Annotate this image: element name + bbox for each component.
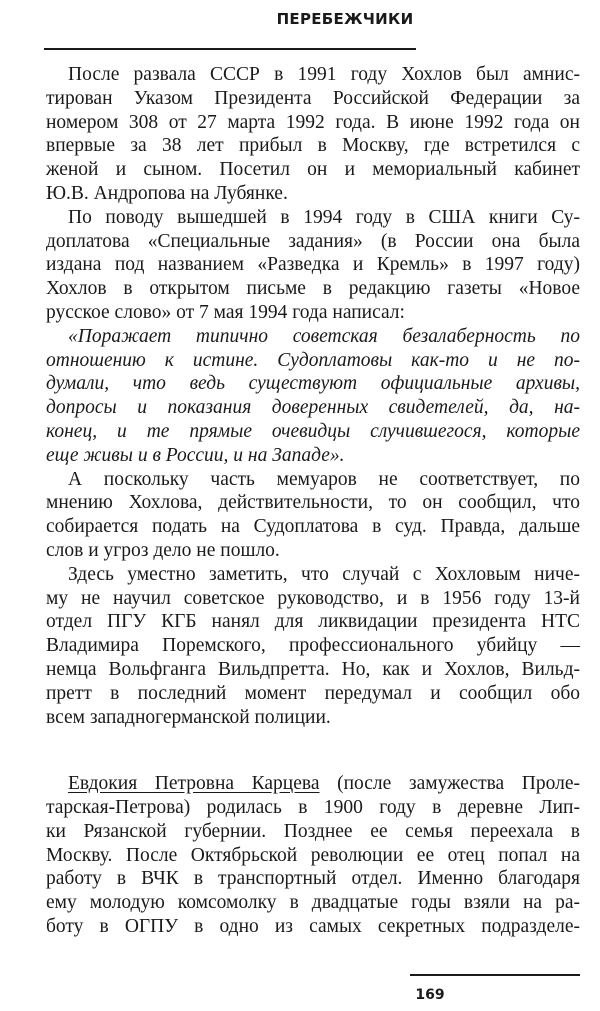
text-line: тарская-Петрова) родилась в 1900 году в деревне Лип-	[46, 797, 580, 819]
text-line: ему молодую комсомолку в двадцатые годы взяли на ра-	[46, 892, 580, 914]
text-line: конец, и те прямые очевидцы случившегося, которые	[46, 421, 580, 442]
text-line: Ю.В. Андропова на Лубянке.	[46, 183, 288, 204]
text-line: претт в последний момент передумал и сообщил обо	[46, 682, 580, 704]
text-line: всем западногерманской полиции.	[46, 706, 331, 728]
running-head-title: ПЕРЕБЕЖЧИКИ	[276, 10, 414, 28]
text-line: мнению Хохлова, действительности, то он сообщил, что	[46, 492, 580, 514]
text-line: собирается подать на Судоплатова в суд. Правда, дальше	[46, 516, 580, 538]
text-line: ки Рязанской губернии. Позднее ее семья переехала в	[46, 820, 580, 842]
text-line: впервые за 38 лет прибыл в Москву, где встретился с	[46, 135, 580, 157]
text-line: слов и угроз дело не пошло.	[46, 540, 280, 561]
text-line: русское слово» от 7 мая 1994 года написал:	[46, 302, 405, 323]
text-line: работу в ВЧК в транспортный отдел. Именно благодаря	[46, 868, 580, 890]
text-line: тирован Указом Президента Российской Федерации за	[46, 87, 580, 109]
text-line: После развала СССР в 1991 году Хохлов был амнис-	[68, 64, 580, 85]
page-number: 169	[415, 987, 445, 1003]
text-line: отношению к истине. Судоплатовы как-то и не по-	[46, 349, 580, 371]
text-line: еще живы и в России, и на Западе».	[46, 444, 345, 466]
person-name-heading: Евдокия Петровна Карцева	[68, 773, 320, 795]
text-line: А поскольку часть мемуаров не соответствует, по	[68, 468, 580, 490]
text-line: «Поражает типично советская безалаберность по	[68, 325, 580, 347]
text-line: По поводу вышедшей в 1994 году в США книги Су-	[68, 206, 580, 228]
text-line: доплатова «Специальные задания» (в России она была	[46, 230, 580, 252]
text-line: женой и сыном. Посетил он и мемориальный кабинет	[46, 159, 580, 181]
text-line: немца Вольфганга Вильдпретта. Но, как и Хохлов, Вильд-	[46, 659, 580, 680]
text-line: му не научил советское руководство, и в 1956 году 13-й	[46, 587, 580, 609]
text-line: думали, что ведь существуют официальные архивы,	[46, 373, 580, 395]
text-line: боту в ОГПУ в одно из самых секретных подразделе-	[46, 916, 580, 938]
text-line: Хохлов в открытом письме в редакцию газеты «Новое	[46, 278, 580, 300]
text-line: допросы и показания доверенных свидетелей, да, на-	[46, 397, 580, 419]
text-line: Владимира Поремского, профессионального убийцу —	[46, 635, 580, 657]
header-rule	[44, 48, 416, 50]
text-line-content: (после замужества Проле-	[319, 773, 580, 795]
text-line: Москву. После Октябрьской революции ее отец попал на	[46, 844, 580, 866]
text-line: отдел ПГУ КГБ нанял для ликвидации президента НТС	[46, 611, 580, 633]
footer-rule	[410, 974, 580, 976]
text-line: Здесь уместно заметить, что случай с Хохловым ниче-	[68, 563, 580, 585]
text-line: номером 308 от 27 марта 1992 года. В июне 1992 года он	[46, 111, 580, 133]
text-line: издана под названием «Разведка и Кремль» в 1997 году)	[46, 254, 580, 276]
text-line	[46, 773, 580, 795]
